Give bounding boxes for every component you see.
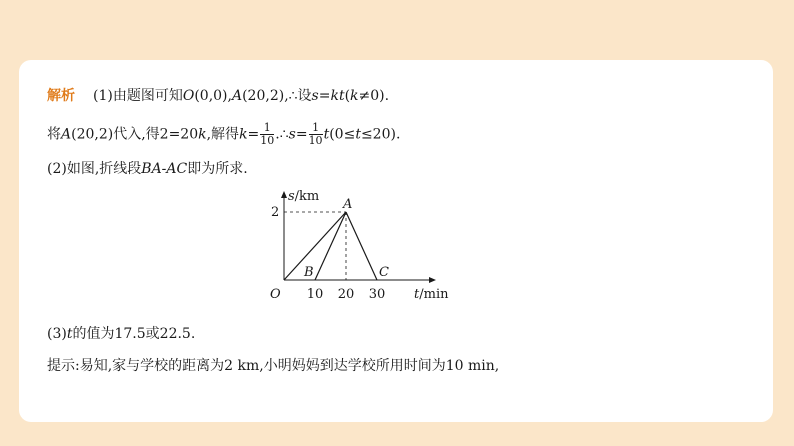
- x-axis-arrow: [429, 277, 436, 283]
- text-segment: ≠0).: [358, 88, 390, 104]
- x-tick-30: 30: [368, 287, 386, 302]
- text-segment: =: [295, 126, 308, 143]
- var-k: k: [198, 126, 207, 143]
- text-segment: (0,0),: [194, 88, 232, 104]
- segment-ac: [346, 212, 377, 280]
- y-tick-2: 2: [271, 205, 280, 220]
- fraction-numerator: 1: [309, 122, 323, 135]
- var-k: k: [239, 126, 248, 143]
- y-axis-arrow: [281, 191, 287, 198]
- fraction-denominator: 10: [308, 134, 323, 147]
- text-segment: =: [247, 126, 260, 143]
- text-segment: ≤20).: [360, 126, 401, 143]
- var-s: s: [288, 126, 296, 143]
- point-o: O: [182, 88, 195, 104]
- fraction-numerator: 1: [260, 122, 274, 135]
- segment-ba: [315, 212, 346, 280]
- origin-label: O: [270, 287, 281, 302]
- x-axis-unit: /min: [419, 287, 449, 302]
- text-segment: .∴: [275, 126, 289, 143]
- fraction: [260, 122, 274, 147]
- segments-ba-ac: BA-AC: [141, 161, 188, 177]
- point-a: A: [61, 126, 72, 143]
- y-axis-var: s: [288, 189, 295, 204]
- point-a-label: A: [343, 197, 353, 212]
- x-tick-10: 10: [306, 287, 324, 302]
- fraction: [309, 122, 323, 147]
- x-axis-label: [414, 287, 449, 302]
- solution-line-5: 提示:易知,家与学校的距离为2 km,小明妈妈到达学校所用时间为10 min,: [47, 358, 500, 374]
- point-b-label: B: [304, 265, 314, 280]
- x-tick-20: 20: [337, 287, 355, 302]
- y-axis-unit: /km: [294, 189, 320, 204]
- var-s: s: [311, 88, 319, 104]
- solution-card: [19, 60, 773, 422]
- text-segment: (20,2)代入,得2=20: [71, 126, 199, 143]
- text-segment: 即为所求.: [187, 161, 248, 177]
- solution-line-1: [47, 87, 389, 105]
- var-k: k: [350, 88, 359, 104]
- segment-oa: [284, 212, 346, 280]
- text-segment: ,解得: [206, 126, 240, 143]
- point-c-label: C: [379, 265, 389, 280]
- var-t: t: [66, 326, 73, 342]
- text-segment: (20,2),∴设: [242, 88, 312, 104]
- var-t: t: [323, 126, 330, 143]
- y-axis-label: [288, 189, 319, 204]
- text-segment: (0≤: [329, 126, 356, 143]
- x-axis-var: t: [414, 287, 420, 302]
- text-segment: 将: [47, 126, 61, 143]
- point-a: A: [231, 88, 243, 104]
- text-segment: (3): [47, 326, 67, 342]
- text-segment: (: [344, 88, 351, 104]
- fraction-denominator: 10: [260, 134, 275, 147]
- text-segment: (2)如图,折线段: [47, 161, 142, 177]
- text-segment: =: [318, 88, 331, 104]
- solution-label: 解析: [47, 88, 75, 104]
- solution-line-3: [47, 160, 248, 178]
- graph-figure: [257, 186, 457, 306]
- solution-line-4: [47, 325, 195, 343]
- text-segment: (1)由题图可知: [93, 88, 183, 104]
- solution-line-2: [47, 122, 400, 147]
- text-segment: 的值为17.5或22.5.: [72, 326, 196, 342]
- var-t: t: [355, 126, 361, 143]
- var-kt: kt: [330, 88, 345, 104]
